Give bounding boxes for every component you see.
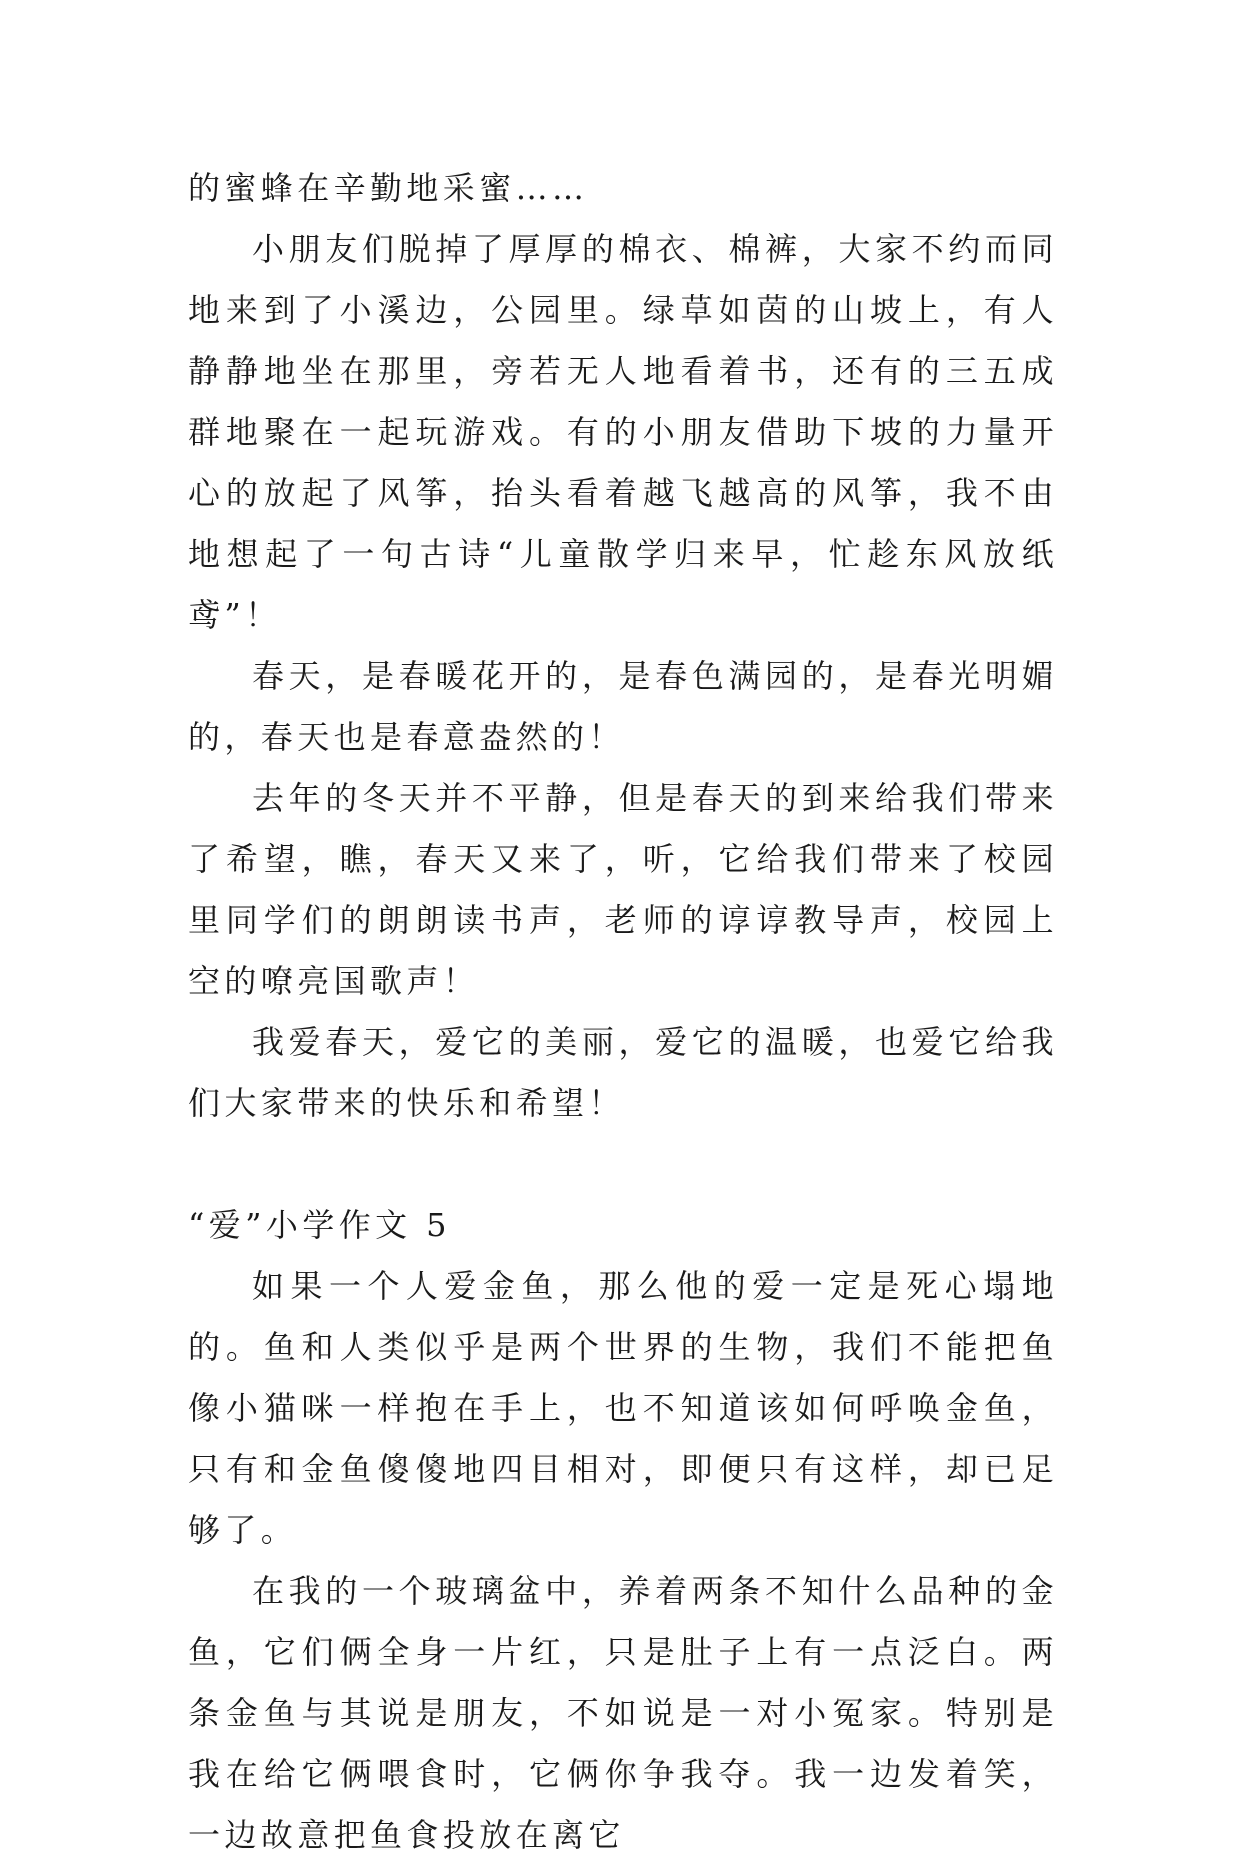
paragraph-children-park: 小朋友们脱掉了厚厚的棉衣、棉裤，大家不约而同地来到了小溪边，公园里。绿草如茵的山坡上，有人静静地坐在那里，旁若无人地看着书，还有的三五成群地聚在一起玩游戏。有的小朋友借助下坡的力量开心的放起了风筝，抬头看着越飞越高的风筝，我不由地想起了一句古诗“儿童散学归来早，忙趁东风放纸鸢”！: [188, 230, 1058, 634]
section-heading: “爱”小学作文 5: [188, 1206, 451, 1244]
paragraph-glass-bowl: 在我的一个玻璃盆中，养着两条不知什么品种的金鱼，它们俩全身一片红，只是肚子上有一点泛白。两条金鱼与其说是朋友，不如说是一对小冤家。特别是我在给它俩喂食时，它俩你争我夺。我一边发着笑，一边故意把鱼食投放在离它: [188, 1572, 1058, 1854]
document-body: [188, 158, 1058, 1866]
paragraph-last-winter: 去年的冬天并不平静，但是春天的到来给我们带来了希望，瞧，春天又来了，听，它给我们带来了校园里同学们的朗朗读书声，老师的谆谆教导声，校园上空的嘹亮国歌声！: [188, 779, 1058, 1000]
paragraph-goldfish-love: 如果一个人爱金鱼，那么他的爱一定是死心塌地的。鱼和人类似乎是两个世界的生物，我们不能把鱼像小猫咪一样抱在手上，也不知道该如何呼唤金鱼，只有和金鱼傻傻地四目相对，即便只有这样，却已足够了。: [188, 1267, 1058, 1549]
paragraph-continuation: 的蜜蜂在辛勤地采蜜……: [188, 169, 589, 207]
paragraph-love-spring: 我爱春天，爱它的美丽，爱它的温暖，也爱它给我们大家带来的快乐和希望！: [188, 1023, 1058, 1122]
paragraph-spring-description: 春天，是春暖花开的，是春色满园的，是春光明媚的，春天也是春意盎然的！: [188, 657, 1058, 756]
